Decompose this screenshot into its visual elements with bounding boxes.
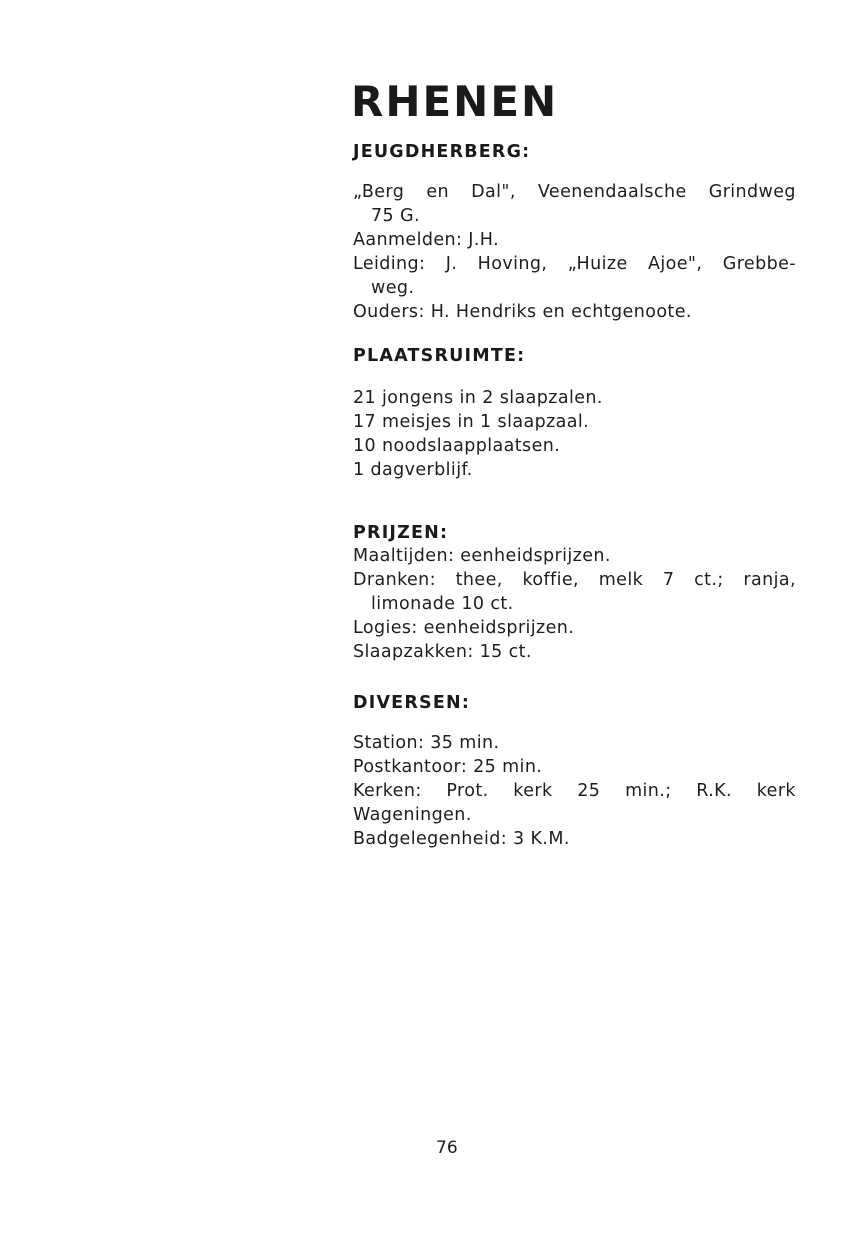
section-prijzen [353,544,801,664]
text-line: Badgelegenheid: 3 K.M. [353,829,570,849]
text-line: Wageningen. [353,805,472,825]
text-line: Dranken: thee, koffie, melk 7 ct.; ranja, [353,570,796,590]
text-line: Kerken: Prot. kerk 25 min.; R.K. kerk [353,781,796,801]
text-line: „Berg en Dal", Veenendaalsche Grindweg [353,182,796,202]
text-line: 10 noodslaapplaatsen. [353,436,561,456]
text-line: 17 meisjes in 1 slaapzaal. [353,412,590,432]
text-line: 21 jongens in 2 slaapzalen. [353,388,603,408]
section-heading-plaatsruimte: PLAATSRUIMTE: [353,346,526,366]
text-line: limonade 10 ct. [371,594,514,614]
text-line: 75 G. [371,206,420,226]
page-number: 76 [436,1138,458,1158]
section-heading-diversen: DIVERSEN: [353,693,471,713]
section-heading-jeugdherberg: JEUGDHERBERG: [353,142,531,162]
section-jeugdherberg [353,180,801,324]
section-heading-prijzen: PRIJZEN: [353,523,449,543]
text-line: Station: 35 min. [353,733,500,753]
text-line: Aanmelden: J.H. [353,230,500,250]
text-line: Logies: eenheidsprijzen. [353,618,575,638]
text-line: Ouders: H. Hendriks en echtgenoote. [353,302,692,322]
text-line: 1 dagverblijf. [353,460,473,480]
section-diversen [353,731,801,851]
text-line: Slaapzakken: 15 ct. [353,642,532,662]
text-line: Leiding: J. Hoving, „Huize Ajoe", Grebbe- [353,254,796,274]
text-line: Postkantoor: 25 min. [353,757,543,777]
page-title: RHENEN [351,77,559,126]
text-line: weg. [371,278,415,298]
text-line: Maaltijden: eenheidsprijzen. [353,546,611,566]
section-plaatsruimte [353,386,801,482]
